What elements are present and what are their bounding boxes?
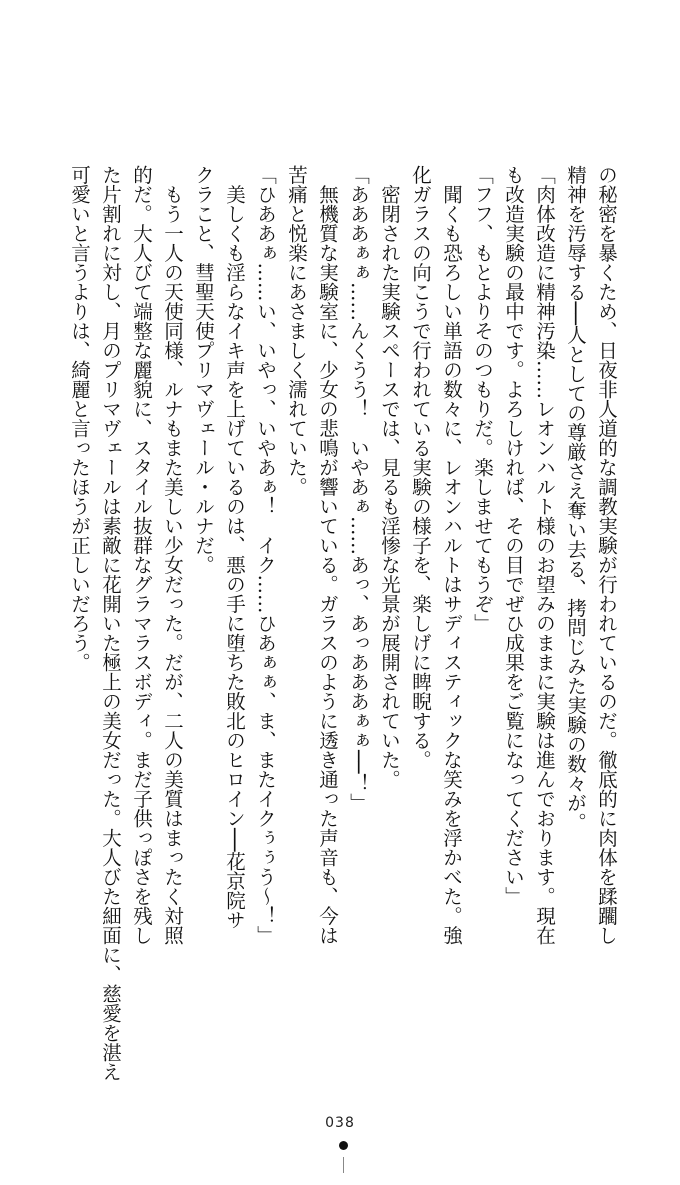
text-line: 聞くも恐ろしい単語の数々に、レオンハルトはサディスティックな笑みを浮かべた。強 [440,165,463,945]
text-line: 可愛いと言うよりは、綺麗と言ったほうが正しいだろう。 [68,165,91,672]
page-number: 038 [325,1115,355,1131]
text-line: 「ひああぁ……い、いやっ、いやあぁ！ イク……ひあぁぁ、ま、またイクぅぅう～！」 [254,165,277,945]
text-line: 化ガラスの向こうで行われている実験の様子を、楽しげに睥睨する。 [409,165,432,770]
text-line: 精神を汚辱する──人としての尊厳さえ奪い去る、拷問じみた実験の数々が。 [564,165,587,832]
text-line: もう一人の天使同様、ルナもまた美しい少女だった。だが、二人の美質はまったく対照 [161,165,184,945]
text-line: 無機質な実験室に、少女の悲鳴が響いている。ガラスのように透き通った声音も、今は [316,165,339,945]
text-line: 的だ。大人びて端整な麗貌に、スタイル抜群なグラマラスボディ。まだ子供っぽさを残し [130,165,153,945]
text-line: 美しくも淫らなイキ声を上げているのは、悪の手に堕ちた敗北のヒロイン──花京院サ [223,165,246,930]
vertical-text-body [64,165,622,1082]
text-line: 「肉体改造に精神汚染……レオンハルト様のお望みのままに実験は進んでおります。現在 [533,165,556,945]
text-line: 「あああぁぁ……んくうう！ いやあぁ……あっ、あっあああぁぁ──！」 [347,165,370,813]
text-line: 「フフ、もとよりそのつもりだ。楽しませてもうぞ」 [471,165,494,633]
text-line: の秘密を暴くため、日夜非人道的な調教実験が行われているのだ。徹底的に肉体を蹂躙し [595,165,618,945]
text-line: 密閉された実験スペースでは、見るも淫惨な光景が展開されていた。 [378,165,401,789]
text-line: も改造実験の最中です。よろしければ、その目でぜひ成果をご覧になってください」 [502,165,525,906]
page-marker-dot-icon [339,1141,348,1150]
page-marker-tick [343,1157,344,1173]
text-line: クラこと、彗聖天使プリマヴェール・ルナだ。 [192,165,215,575]
text-line: た片割れに対し、月のプリマヴェールは素敵に花開いた極上の美女だった。大人びた細面に、慈愛を湛え [99,165,122,1082]
text-line: 苦痛と悦楽にあさましく濡れていた。 [285,165,308,497]
